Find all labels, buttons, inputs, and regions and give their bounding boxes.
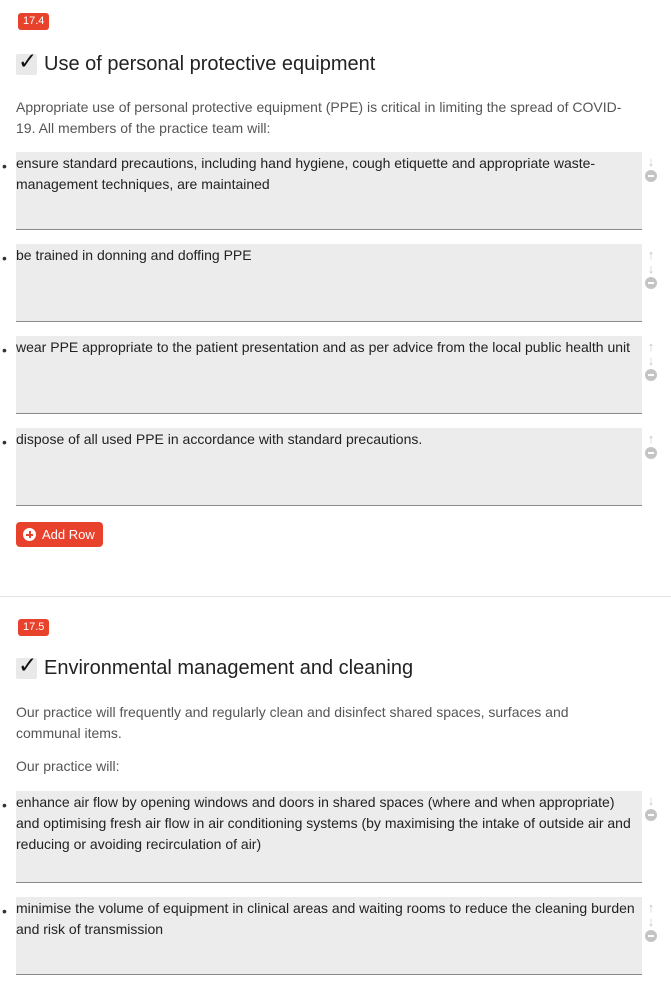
row-controls — [644, 247, 658, 289]
row-controls — [644, 431, 658, 459]
section-checkbox[interactable] — [16, 653, 38, 679]
bullet-icon: • — [2, 903, 7, 919]
move-up-icon[interactable]: ↑ — [647, 900, 655, 915]
checkmark-icon: ✓ — [18, 653, 38, 679]
section-number-badge: 17.5 — [18, 619, 49, 636]
section-number-badge: 17.4 — [18, 13, 49, 30]
remove-row-icon[interactable] — [645, 930, 657, 942]
remove-row-icon[interactable] — [645, 369, 657, 381]
remove-row-icon[interactable] — [645, 447, 657, 459]
checkmark-icon: ✓ — [18, 49, 38, 75]
move-down-icon[interactable]: ↓ — [647, 261, 655, 276]
remove-row-icon[interactable] — [645, 809, 657, 821]
section-divider — [0, 596, 671, 597]
section-title: Use of personal protective equipment — [44, 53, 376, 75]
plus-circle-icon — [23, 528, 36, 541]
row-text-field[interactable]: ensure standard precautions, including hand hygiene, cough etiquette and appropriate waste-management techniques, are maintained — [16, 152, 642, 230]
row-text-field[interactable]: wear PPE appropriate to the patient presentation and as per advice from the local public health unit — [16, 336, 642, 414]
move-up-icon[interactable]: ↑ — [647, 431, 655, 446]
bullet-icon: • — [2, 158, 7, 174]
remove-row-icon[interactable] — [645, 170, 657, 182]
move-up-icon[interactable]: ↑ — [647, 339, 655, 354]
move-up-icon[interactable]: ↑ — [647, 247, 655, 262]
row-text-field[interactable]: enhance air flow by opening windows and doors in shared spaces (where and when appropriate) and optimising fresh air flow in air conditioning systems (by maximising the intake of outside air and reducing or avoiding recirculation of air) — [16, 791, 642, 883]
remove-row-icon[interactable] — [645, 277, 657, 289]
move-down-icon[interactable]: ↓ — [647, 154, 655, 169]
move-down-icon[interactable]: ↓ — [647, 914, 655, 929]
section-description: Our practice will frequently and regularly clean and disinfect shared spaces, surfaces and communal items. — [16, 704, 569, 741]
row-controls — [644, 900, 658, 942]
row-controls — [644, 793, 658, 821]
section-title-row — [16, 653, 414, 680]
section-description: Appropriate use of personal protective equipment (PPE) is critical in limiting the spread of COVID-19. All members of the practice team will: — [16, 99, 622, 136]
move-down-icon[interactable]: ↓ — [647, 793, 655, 808]
add-row-button[interactable] — [16, 522, 103, 547]
section-title: Environmental management and cleaning — [44, 657, 414, 679]
bullet-icon: • — [2, 250, 7, 266]
row-text-field[interactable]: minimise the volume of equipment in clinical areas and waiting rooms to reduce the cleaning burden and risk of transmission — [16, 897, 642, 975]
row-text-field[interactable]: be trained in donning and doffing PPE — [16, 244, 642, 322]
bullet-icon: • — [2, 342, 7, 358]
bullet-icon: • — [2, 434, 7, 450]
add-row-label: Add Row — [42, 527, 95, 542]
move-down-icon[interactable]: ↓ — [647, 353, 655, 368]
section-title-row — [16, 49, 376, 76]
row-controls — [644, 339, 658, 381]
bullet-icon: • — [2, 797, 7, 813]
section-checkbox[interactable] — [16, 49, 38, 75]
row-text-field[interactable]: dispose of all used PPE in accordance with standard precautions. — [16, 428, 642, 506]
row-controls — [644, 154, 658, 182]
section-intro: Our practice will: — [16, 758, 120, 774]
